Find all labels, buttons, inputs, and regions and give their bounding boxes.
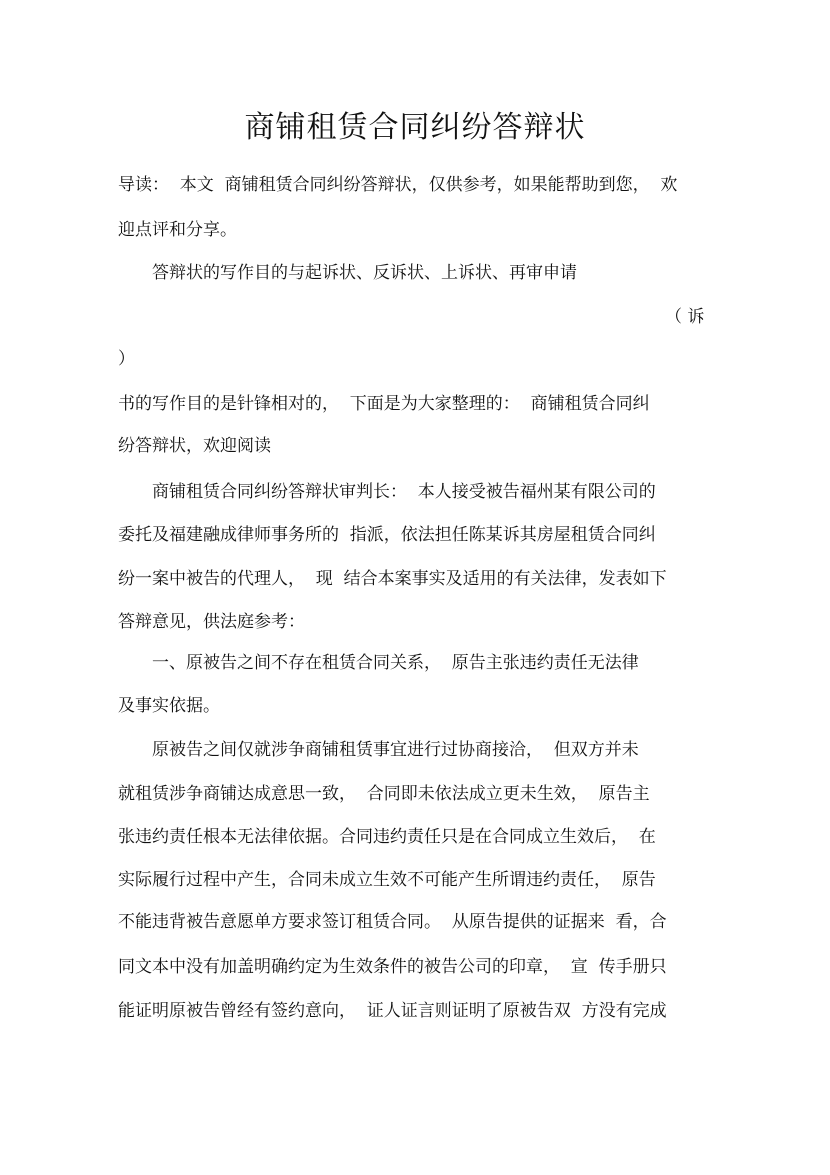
document-title: 商铺租赁合同纠纷答辩状 (244, 110, 586, 145)
text-line: 张违约责任根本无法律依据。合同违约责任只是在合同成立生效后， 在 (118, 827, 656, 847)
text-line: 导读： 本文 商铺租赁合同纠纷答辩状，仅供参考，如果能帮助到您， 欢 (118, 175, 678, 195)
text-line: 及事实依据。 (118, 696, 220, 716)
text-line: 答辩状的写作目的与起诉状、反诉状、上诉状、再审申请 (152, 263, 577, 283)
text-line: （ 诉 (665, 307, 705, 327)
text-line: ） (118, 349, 135, 369)
text-line: 实际履行过程中产生，合同未成立生效不可能产生所谓违约责任， 原告 (118, 870, 656, 890)
text-line: 不能违背被告意愿单方要求签订租赁合同。 从原告提供的证据来 看，合 (118, 912, 667, 932)
text-line: 一、原被告之间不存在租赁合同关系， 原告主张违约责任无法律 (152, 653, 639, 673)
text-line: 纷一案中被告的代理人， 现 结合本案事实及适用的有关法律，发表如下 (118, 569, 667, 589)
text-line: 书的写作目的是针锋相对的， 下面是为大家整理的： 商铺租赁合同纠 (118, 394, 650, 414)
text-line: 同文本中没有加盖明确约定为生效条件的被告公司的印章， 宣 传手册只 (118, 957, 667, 977)
text-line: 纷答辩状，欢迎阅读 (118, 436, 271, 456)
text-line: 答辩意见，供法庭参考： (118, 612, 305, 632)
text-line: 能证明原被告曾经有签约意向， 证人证言则证明了原被告双 方没有完成 (118, 1001, 667, 1021)
text-line: 委托及福建融成律师事务所的 指派，依法担任陈某诉其房屋租赁合同纠 (118, 525, 656, 545)
text-line: 就租赁涉争商铺达成意思一致， 合同即未依法成立更未生效， 原告主 (118, 784, 650, 804)
text-line: 商铺租赁合同纠纷答辩状审判长： 本人接受被告福州某有限公司的 (152, 482, 656, 502)
text-line: 迎点评和分享。 (118, 220, 237, 240)
text-line: 原被告之间仅就涉争商铺租赁事宜进行过协商接洽， 但双方并未 (152, 740, 639, 760)
